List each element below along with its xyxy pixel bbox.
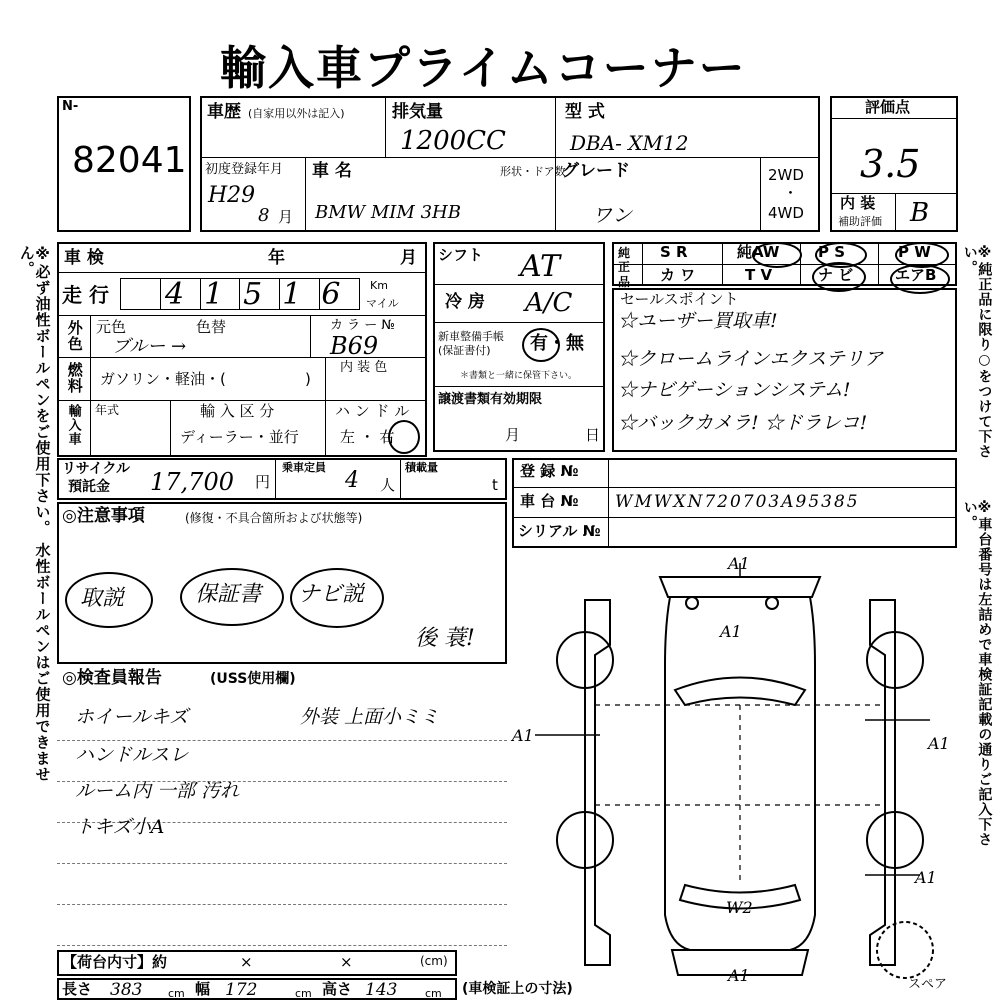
equip-airbag: エアB <box>895 266 937 284</box>
import-type-label: 輸 入 区 分 <box>200 402 275 420</box>
diagram-mark-front-bumper: A1 <box>728 554 750 573</box>
cargo-x1: × <box>240 953 253 971</box>
inspector-line-2: ハンドルスレ <box>75 744 189 766</box>
handle-label: ハ ン ド ル <box>335 402 410 420</box>
load-unit: t <box>492 476 498 494</box>
diagram-mark-rear-right: A1 <box>915 868 937 887</box>
equip-tv: T V <box>745 266 773 284</box>
score-label: 評価点 <box>865 98 911 116</box>
drive-dot: ・ <box>783 184 799 202</box>
registration-label: 登 録 № <box>520 462 579 480</box>
capacity-unit: 人 <box>380 476 396 494</box>
interior-label: 内 装 <box>840 194 876 212</box>
first-reg-label: 初度登録年月 <box>205 162 284 177</box>
model-label: 型 式 <box>565 102 605 122</box>
warranty-label: 新車整備手帳 (保証書付) <box>438 330 504 358</box>
import-year-label: 年式 <box>95 403 120 417</box>
diagram-mark-rear: W2 <box>726 898 753 917</box>
inspector-sub: (USS使用欄) <box>210 671 296 687</box>
history-label: 車歴 <box>207 102 241 122</box>
sales-label: セールスポイント <box>620 290 739 308</box>
recycle-value: 17,700 <box>150 468 234 496</box>
shaken-month-unit: 月 <box>400 248 417 268</box>
recycle-unit: 円 <box>255 473 271 491</box>
fuel-close: ) <box>305 370 311 388</box>
notes-circled-1: 取説 <box>80 586 125 611</box>
mileage-unit-km: Km <box>370 279 388 292</box>
capacity-label: 乗車定員 <box>282 461 326 474</box>
width-value: 172 <box>225 980 258 1000</box>
displacement-label: 排気量 <box>392 102 443 122</box>
diagram-mark-hood: A1 <box>720 622 742 641</box>
cargo-x2: × <box>340 953 353 971</box>
history-note: (自家用以外は記入) <box>248 107 345 120</box>
diagram-mark-rear-bumper: A1 <box>728 966 750 985</box>
color-change-label: 色替 <box>196 318 227 336</box>
ac-value: A/C <box>525 288 573 318</box>
height-value: 143 <box>365 980 398 1000</box>
color-code-label: カ ラ ー № <box>330 318 395 333</box>
handle-value: 左 ・ 右 <box>340 428 395 446</box>
width-label: 幅 <box>195 980 211 998</box>
transfer-month-unit: 月 <box>505 426 521 444</box>
recycle-label-2: 預託金 <box>68 479 110 495</box>
warranty-options: 有・無 <box>530 333 584 354</box>
chassis-label: 車 台 № <box>520 492 579 510</box>
interior-value: B <box>910 198 930 228</box>
equip-pw: P W <box>898 243 931 261</box>
notes-extra: 後 蓑! <box>415 626 475 651</box>
equip-circle-aw <box>752 242 802 268</box>
shaken-year-unit: 年 <box>268 248 285 268</box>
diagram-mark-right: A1 <box>928 734 950 753</box>
notes-circled-3: ナビ説 <box>298 582 365 607</box>
displacement-value: 1200CC <box>400 126 506 156</box>
fuel-side-label: 燃料 <box>65 362 84 394</box>
mileage-label: 走 行 <box>62 283 109 307</box>
import-side-label: 輸入車 <box>65 404 81 446</box>
left-vertical-note: ※必ず油性ボールペンをご使用下さい。 水性ボールペンはご使用できません。 <box>17 245 52 783</box>
shape-label: 形状・ドア数 <box>500 165 566 178</box>
right-vertical-note-2: ※車台番号は左詰めで車検証記載の通りご記入下さい。 <box>961 500 993 847</box>
first-reg-month-unit: 月 <box>278 208 294 226</box>
equip-sr: S R <box>660 243 688 261</box>
chassis-value: WMWXN720703A95385 <box>615 492 860 512</box>
sales-line-3: ☆ナビゲーションシステム! <box>618 379 851 401</box>
equip-navi: ナ ビ <box>818 266 854 284</box>
inspector-line-4: トキズ小A <box>75 816 165 838</box>
length-label: 長さ <box>62 980 93 998</box>
color-orig-label: 元色 <box>96 318 127 336</box>
length-unit: cm <box>168 987 185 1000</box>
color-side-label: 外色 <box>65 320 84 352</box>
notes-sub: (修復・不具合箇所および状態等) <box>185 511 363 525</box>
shaken-label: 車 検 <box>64 248 104 268</box>
mileage-value: 41516 <box>165 277 361 312</box>
shift-value: AT <box>520 249 561 284</box>
spare-label: スペア <box>908 977 948 992</box>
car-name-value: BMW MIM 3HB <box>315 202 461 223</box>
interior-sub: 補助評価 <box>838 215 882 228</box>
capacity-value: 4 <box>345 468 359 493</box>
height-unit: cm <box>425 987 442 1000</box>
transfer-day-unit: 日 <box>585 426 601 444</box>
lot-number: 82041 <box>72 140 187 181</box>
interior-color-label: 内 装 色 <box>340 360 388 375</box>
sales-line-4: ☆バックカメラ! ☆ドラレコ! <box>618 412 868 434</box>
sales-line-2: ☆クロームラインエクステリア <box>618 348 883 370</box>
fuel-options: ガソリン・軽油・( <box>100 370 226 388</box>
warranty-circle-mark <box>522 328 560 362</box>
cargo-unit: (cm) <box>420 954 448 968</box>
dims-note: (車検証上の寸法) <box>462 981 573 997</box>
lot-n-label: N- <box>62 99 79 114</box>
warranty-note: ＊書類と一緒に保管下さい。 <box>460 371 578 381</box>
sales-line-1: ☆ユーザー買取車! <box>618 310 778 332</box>
equipment-side-label: 純正品 <box>618 246 631 289</box>
cargo-label: 【荷台内寸】約 <box>62 953 168 971</box>
equip-aw: 純AW <box>737 243 780 261</box>
length-value: 383 <box>110 980 143 1000</box>
mileage-unit-mile: マイル <box>366 297 399 310</box>
car-name-label: 車 名 <box>312 161 352 181</box>
grade-label: グレード <box>562 161 630 181</box>
serial-label: シリアル № <box>518 522 601 540</box>
load-label: 積載量 <box>405 461 438 474</box>
notes-label: ◎注意事項 <box>62 506 145 526</box>
first-reg-year: H29 <box>208 183 256 208</box>
drive-4wd: 4WD <box>768 204 804 222</box>
inspector-right-note: 外装 上面小ミミ <box>300 706 440 728</box>
color-orig-value: ブルー → <box>112 336 187 357</box>
import-type-value: ディーラー・並行 <box>180 428 299 446</box>
handle-circle-mark <box>388 420 420 454</box>
first-reg-month: 8 <box>258 205 270 226</box>
score-value: 3.5 <box>860 142 921 186</box>
inspector-label: ◎検査員報告 <box>62 668 162 688</box>
height-label: 高さ <box>322 980 353 998</box>
notes-circled-2: 保証書 <box>195 582 262 607</box>
color-code-value: B69 <box>330 332 379 360</box>
width-unit: cm <box>295 987 312 1000</box>
diagram-mark-left: A1 <box>512 726 534 745</box>
right-vertical-note-1: ※純正品に限り○をつけて下さい。 <box>961 245 993 459</box>
inspector-line-1: ホイールキズ <box>75 706 189 728</box>
drive-2wd: 2WD <box>768 166 804 184</box>
model-value: DBA- XM12 <box>570 131 689 155</box>
inspector-line-3: ルーム内 一部 汚れ <box>75 780 240 802</box>
shift-label: シフト <box>438 246 484 264</box>
recycle-label-1: リサイクル <box>62 461 131 477</box>
transfer-label: 譲渡書類有効期限 <box>438 392 543 407</box>
equip-kawa: カ ワ <box>660 266 696 284</box>
equip-ps: P S <box>818 243 846 261</box>
grade-value: ワン <box>592 203 632 227</box>
page-title: 輸入車プライムコーナー <box>220 41 747 95</box>
ac-label: 冷 房 <box>445 292 485 312</box>
